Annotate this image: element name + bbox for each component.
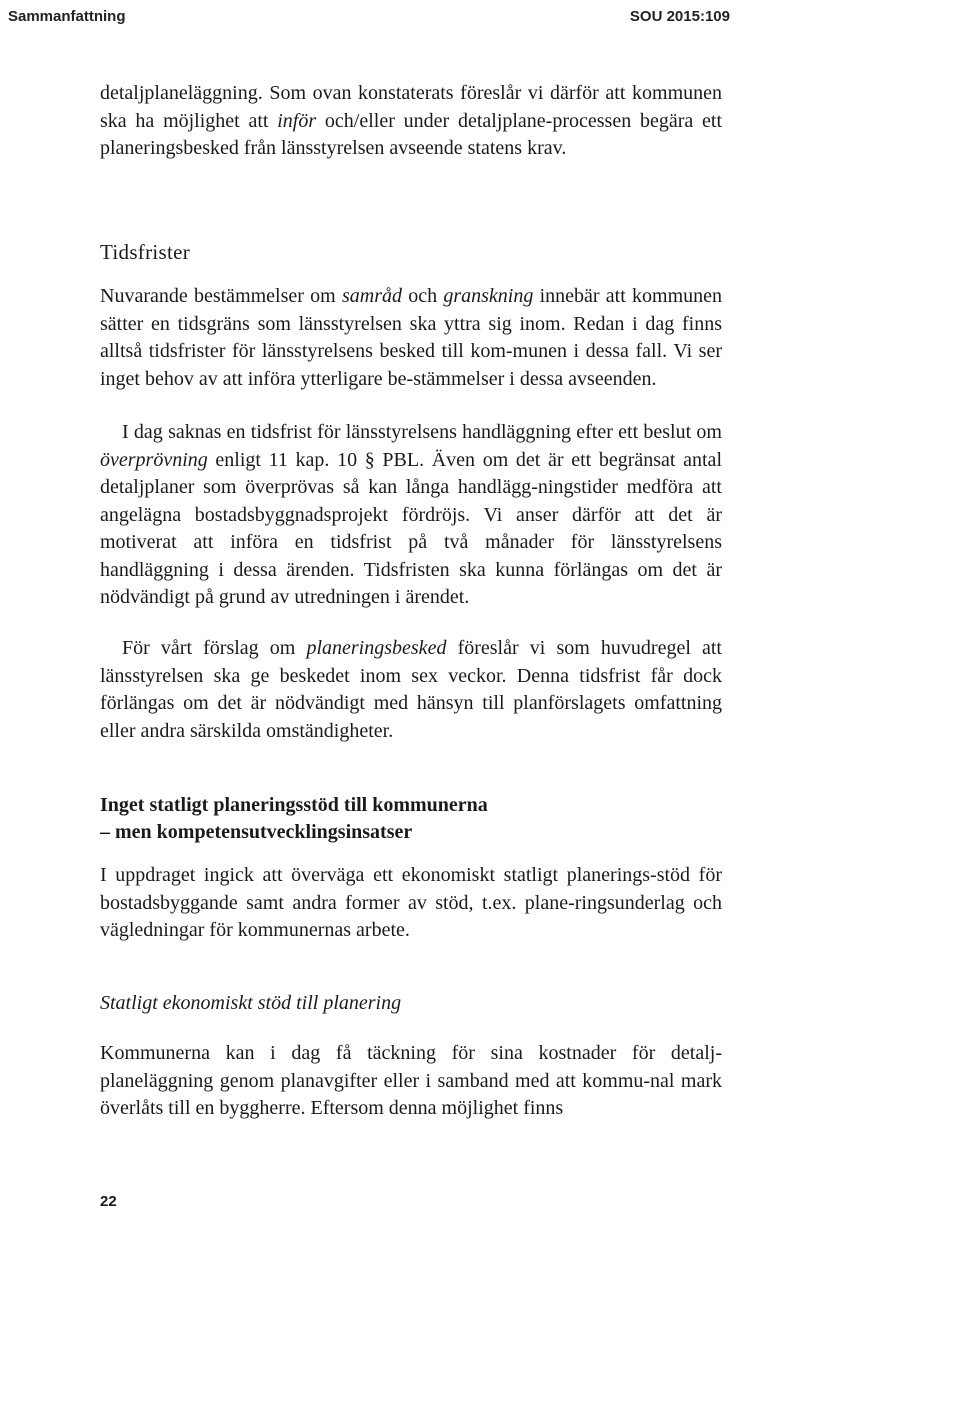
running-header (8, 8, 730, 25)
emphasis-overprovning: överprövning (100, 448, 208, 471)
paragraph-current-rules: Nuvarande bestämmelser om samråd och granskning innebär att kommunen sätter en tidsgräns som länsstyrelsen ska yttra sig inom. Redan i dag finns alltså tidsfrister för länsstyrelsens besked till kom-munen i dessa fall. Vi ser inget behov av att införa ytterligare be-stämmelser i dessa avseenden. (100, 285, 722, 390)
paragraph-overprovning: I dag saknas en tidsfrist för länsstyrelsens handläggning efter ett beslut om överprövning enligt 11 kap. 10 § PBL. Även om det är ett begränsat antal detaljplaner som överprövas så kan långa handlägg-ningstider medföra att angelägna bostadsbyggnadsprojekt fördröjs. Vi anser därför att det är motiverat att införa en tidsfrist på två månader för länsstyrelsens handläggning i dessa ärenden. Tidsfristen ska kunna förlängas om det är nödvändigt på grund av utredningen i ärendet. (100, 421, 722, 608)
emphasis-planeringsbesked: planeringsbesked (306, 637, 447, 659)
emphasis-granskning: granskning (443, 285, 534, 307)
header-report-id: SOU 2015:109 (629, 8, 730, 25)
paragraph-planeringsbesked: För vårt förslag om planeringsbesked föreslår vi som huvudregel att länsstyrelsen ska ge beskedet inom sex veckor. Denna tidsfrist får dock förlängas om det är nödvändigt med hänsyn till planförslagets omfattning eller andra särskilda omständigheter. (100, 637, 722, 742)
heading-ekonomiskt-stod: Statligt ekonomiskt stöd till planering (100, 992, 402, 1014)
heading-tidsfrister: Tidsfrister (100, 240, 191, 264)
paragraph-intro: detaljplaneläggning. Som ovan konstaterats föreslår vi därför att kommunen ska ha möjlighet att inför och/eller under detaljplane-processen begära ett planeringsbesked från länsstyrelsen avseende statens krav. (100, 82, 723, 159)
page-number: 22 (100, 1193, 117, 1210)
header-section-title: Sammanfattning (8, 8, 126, 25)
emphasis-infor: inför (277, 109, 317, 132)
paragraph-kommunerna: Kommunerna kan i dag få täckning för sina kostnader för detalj-planeläggning genom planavgifter eller i samband med att kommu-nal mark överlåts till en byggherre. Eftersom denna möjlighet finns (100, 1042, 722, 1119)
heading-planeringsstod (100, 792, 722, 846)
heading-planeringsstod-line2: – men kompetensutvecklingsinsatser (100, 821, 413, 843)
heading-planeringsstod-line1: Inget statligt planeringsstöd till kommunerna (100, 794, 488, 816)
emphasis-samrad: samråd (341, 285, 402, 307)
paragraph-uppdraget: I uppdraget ingick att överväga ett ekonomiskt statligt planerings-stöd för bostadsbyggande samt andra former av stöd, t.ex. plane-ringsunderlag och vägledningar för kommunernas arbete. (100, 864, 722, 941)
